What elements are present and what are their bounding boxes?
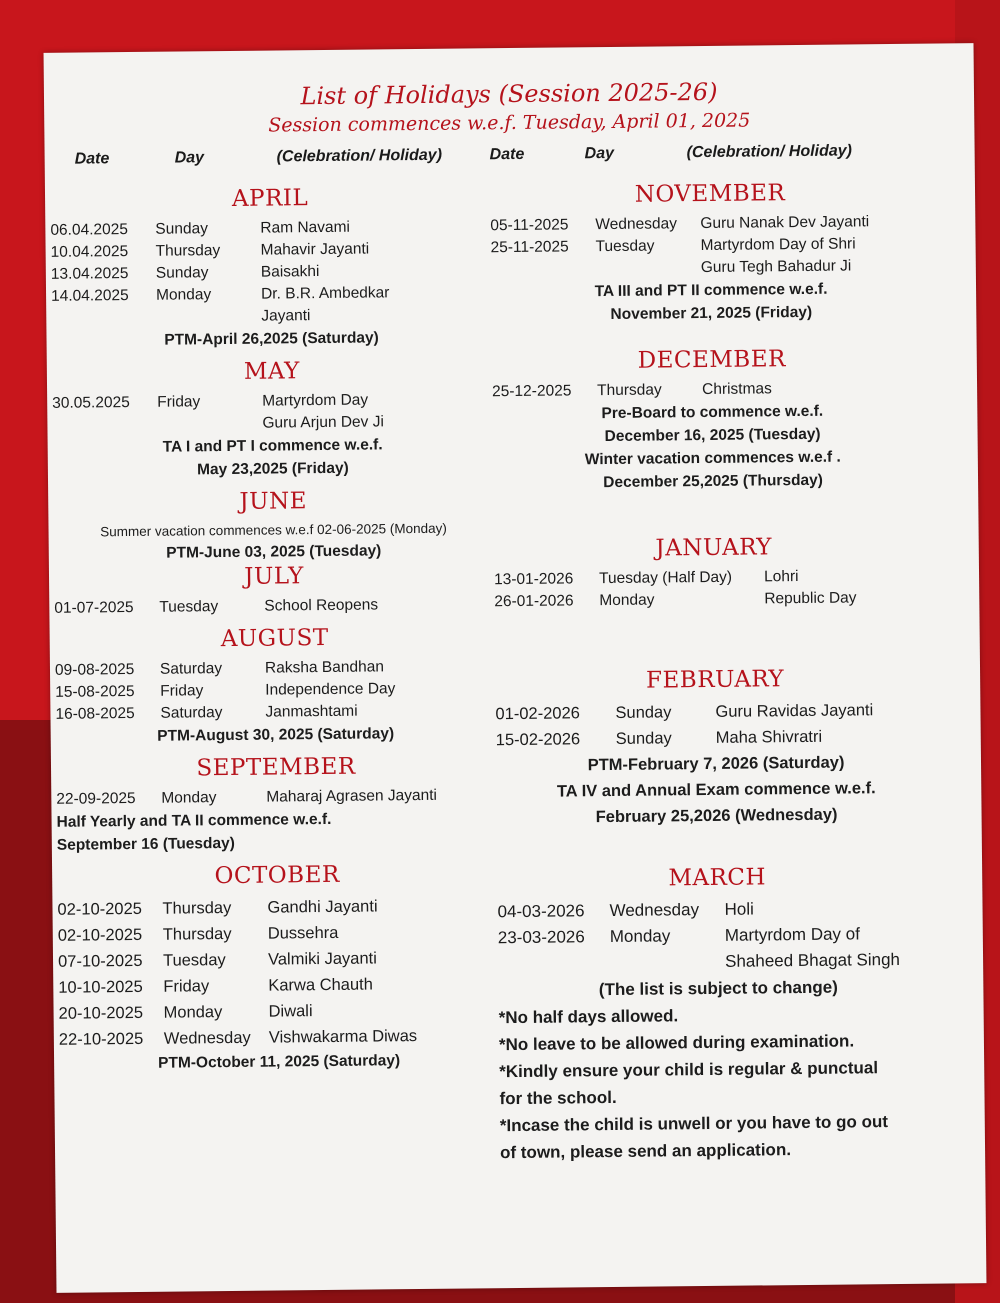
holiday-row-continued [498, 947, 938, 978]
december-note-4: December 25,2025 (Thursday) [603, 471, 823, 492]
holiday-name: Lohri [763, 568, 799, 586]
april-note: PTM-April 26,2025 (Saturday) [164, 329, 379, 349]
holiday-name: Guru Nanak Dev Jayanti [700, 213, 870, 233]
holiday-date: 23-03-2026 [497, 927, 585, 948]
rule-1: *No half days allowed. [498, 1006, 679, 1028]
holiday-date: 22-10-2025 [58, 1029, 144, 1049]
month-july: JULY [244, 563, 304, 590]
rule-3: *Kindly ensure your child is regular & punctual [499, 1058, 879, 1082]
holiday-row [492, 377, 932, 404]
holiday-date: 07-10-2025 [57, 951, 143, 971]
february-note-2: TA IV and Annual Exam commence w.e.f. [556, 779, 876, 801]
holiday-day: Tuesday [159, 598, 219, 616]
header-celebration-right: (Celebration/ Holiday) [686, 142, 853, 162]
holiday-row [54, 593, 494, 620]
month-september: SEPTEMBER [196, 753, 356, 782]
holiday-day: Thursday [597, 381, 662, 400]
holiday-day: Thursday [155, 242, 221, 260]
holiday-name: School Reopens [264, 596, 379, 615]
may-note-2: May 23,2025 (Friday) [196, 459, 349, 479]
holiday-name: Dussehra [267, 923, 339, 943]
march-note: (The list is subject to change) [598, 977, 838, 1000]
october-note: PTM-October 11, 2025 (Saturday) [157, 1052, 401, 1072]
page-subtitle: Session commences w.e.f. Tuesday, April 01, 2025 [268, 109, 751, 137]
month-may: MAY [243, 358, 300, 385]
holiday-day: Tuesday [162, 951, 226, 970]
page-title: List of Holidays (Session 2025-26) [300, 77, 718, 111]
holiday-day: Wednesday [609, 900, 700, 921]
holiday-sheet [44, 43, 987, 1293]
holiday-row [496, 723, 936, 754]
header-date-left: Date [74, 150, 110, 168]
holiday-date: 05-11-2025 [490, 216, 569, 235]
august-note: PTM-August 30, 2025 (Saturday) [157, 725, 395, 745]
holiday-name: Dr. B.R. Ambedkar [260, 284, 390, 303]
holiday-name: Diwali [268, 1002, 313, 1021]
holiday-date: 01-02-2026 [495, 704, 580, 724]
holiday-name: Independence Day [265, 680, 396, 699]
november-note-1: TA III and PT II commence w.e.f. [594, 280, 828, 301]
holiday-date: 15-02-2026 [495, 730, 581, 750]
holiday-name: Janmashtami [265, 702, 358, 721]
may-note-1: TA I and PT I commence w.e.f. [162, 436, 383, 456]
holiday-date: 25-12-2025 [492, 382, 572, 401]
month-april: APRIL [231, 185, 309, 212]
holiday-name: Maha Shivratri [715, 727, 823, 747]
holiday-date: 02-10-2025 [57, 925, 143, 945]
holiday-row [56, 784, 496, 811]
september-note-2: September 16 (Tuesday) [56, 834, 235, 854]
holiday-name-cont: Jayanti [261, 307, 311, 325]
holiday-name: Martyrdom Day [262, 391, 369, 410]
december-note-3: Winter vacation commences w.e.f . [584, 448, 841, 469]
header-date-right: Date [489, 145, 525, 164]
holiday-date: 13.04.2025 [50, 265, 129, 283]
holiday-row [59, 1022, 499, 1053]
holiday-day: Monday [609, 926, 671, 947]
holiday-day: Tuesday [595, 237, 655, 256]
rule-2: *No leave to be allowed during examination. [498, 1031, 855, 1055]
month-march: MARCH [668, 864, 767, 892]
holiday-day: Wednesday [595, 215, 678, 234]
header-day-left: Day [174, 149, 205, 167]
holiday-date: 15-08-2025 [55, 682, 135, 701]
december-note-2: December 16, 2025 (Tuesday) [604, 425, 821, 446]
june-note: PTM-June 03, 2025 (Tuesday) [166, 542, 382, 562]
holiday-day: Monday [599, 591, 655, 610]
month-december: DECEMBER [637, 346, 787, 374]
holiday-date: 10-10-2025 [58, 977, 143, 997]
holiday-name-cont: Shaheed Bhagat Singh [724, 949, 901, 971]
june-summer-vacation: Summer vacation commences w.e.f 02-06-2025 (Monday) [100, 520, 447, 540]
holiday-day: Sunday [155, 220, 209, 238]
holiday-name: Republic Day [764, 589, 857, 608]
month-august: AUGUST [220, 624, 329, 653]
rule-3-cont: for the school. [499, 1087, 617, 1109]
holiday-date: 30.05.2025 [52, 394, 130, 412]
holiday-row-continued [52, 410, 492, 437]
holiday-day: Friday [160, 682, 204, 700]
holiday-name: Vishwakarma Diwas [268, 1027, 418, 1047]
holiday-date: 06.04.2025 [50, 221, 129, 239]
holiday-name: Christmas [702, 380, 772, 399]
holiday-date: 01-07-2025 [54, 598, 134, 617]
holiday-day: Sunday [155, 264, 209, 282]
holiday-name: Gandhi Jayanti [267, 897, 378, 917]
holiday-row-continued [491, 255, 931, 282]
holiday-date: 16-08-2025 [55, 704, 135, 723]
rule-4-cont: of town, please send an application. [499, 1140, 792, 1163]
december-note-1: Pre-Board to commence w.e.f. [601, 402, 824, 423]
february-note-1: PTM-February 7, 2026 (Saturday) [587, 753, 845, 775]
month-january: JANUARY [655, 534, 773, 562]
holiday-name: Mahavir Jayanti [260, 240, 370, 259]
holiday-name: Valmiki Jayanti [267, 949, 377, 969]
holiday-day: Sunday [615, 729, 672, 748]
month-october: OCTOBER [214, 861, 340, 890]
holiday-date: 04-03-2026 [497, 901, 585, 922]
holiday-name: Holi [724, 899, 754, 919]
holiday-date: 02-10-2025 [57, 899, 143, 919]
holiday-day: Saturday [159, 660, 223, 678]
holiday-day: Wednesday [163, 1028, 251, 1048]
month-february: FEBRUARY [645, 666, 785, 694]
holiday-name-cont: Guru Arjun Dev Ji [262, 413, 384, 432]
february-note-3: February 25,2026 (Wednesday) [595, 805, 838, 827]
holiday-name-cont: Guru Tegh Bahadur Ji [700, 257, 852, 277]
rule-4: *Incase the child is unwell or you have to go out [499, 1112, 889, 1136]
holiday-date: 22-09-2025 [56, 789, 136, 808]
holiday-name: Raksha Bandhan [264, 658, 384, 677]
holiday-date: 13-01-2026 [493, 570, 574, 589]
month-june: JUNE [239, 488, 308, 515]
month-november: NOVEMBER [634, 180, 786, 208]
holiday-day: Monday [155, 286, 212, 304]
holiday-day: Friday [163, 977, 210, 996]
holiday-name: Guru Ravidas Jayanti [715, 701, 874, 721]
holiday-day: Monday [161, 789, 217, 807]
holiday-day: Tuesday (Half Day) [598, 568, 733, 588]
september-note-1: Half Yearly and TA II commence w.e.f. [56, 810, 332, 831]
right-column [490, 179, 940, 1167]
holiday-name: Martyrdom Day of Shri [700, 235, 856, 255]
holiday-name: Martyrdom Day of [724, 924, 860, 945]
holiday-day: Monday [163, 1003, 223, 1022]
header-celebration-left: (Celebration/ Holiday) [276, 146, 443, 166]
holiday-name: Baisakhi [260, 263, 320, 281]
holiday-row [494, 587, 934, 614]
holiday-row-continued [51, 303, 491, 330]
holiday-day: Sunday [615, 703, 672, 722]
holiday-name: Maharaj Agrasen Jayanti [266, 786, 438, 806]
holiday-date: 25-11-2025 [490, 238, 569, 257]
holiday-day: Friday [157, 393, 201, 411]
november-note-2: November 21, 2025 (Friday) [610, 303, 813, 323]
holiday-day: Thursday [162, 898, 232, 918]
holiday-date: 14.04.2025 [50, 287, 129, 305]
header-day-right: Day [584, 144, 615, 163]
holiday-date: 10.04.2025 [50, 243, 129, 261]
left-column [50, 183, 499, 1076]
holiday-date: 09-08-2025 [54, 660, 135, 679]
holiday-date: 26-01-2026 [494, 592, 574, 611]
holiday-name: Ram Navami [260, 218, 351, 237]
holiday-row [55, 699, 495, 726]
holiday-day: Saturday [160, 704, 223, 722]
holiday-name: Karwa Chauth [268, 975, 373, 995]
holiday-day: Thursday [162, 924, 232, 944]
holiday-date: 20-10-2025 [58, 1003, 144, 1023]
